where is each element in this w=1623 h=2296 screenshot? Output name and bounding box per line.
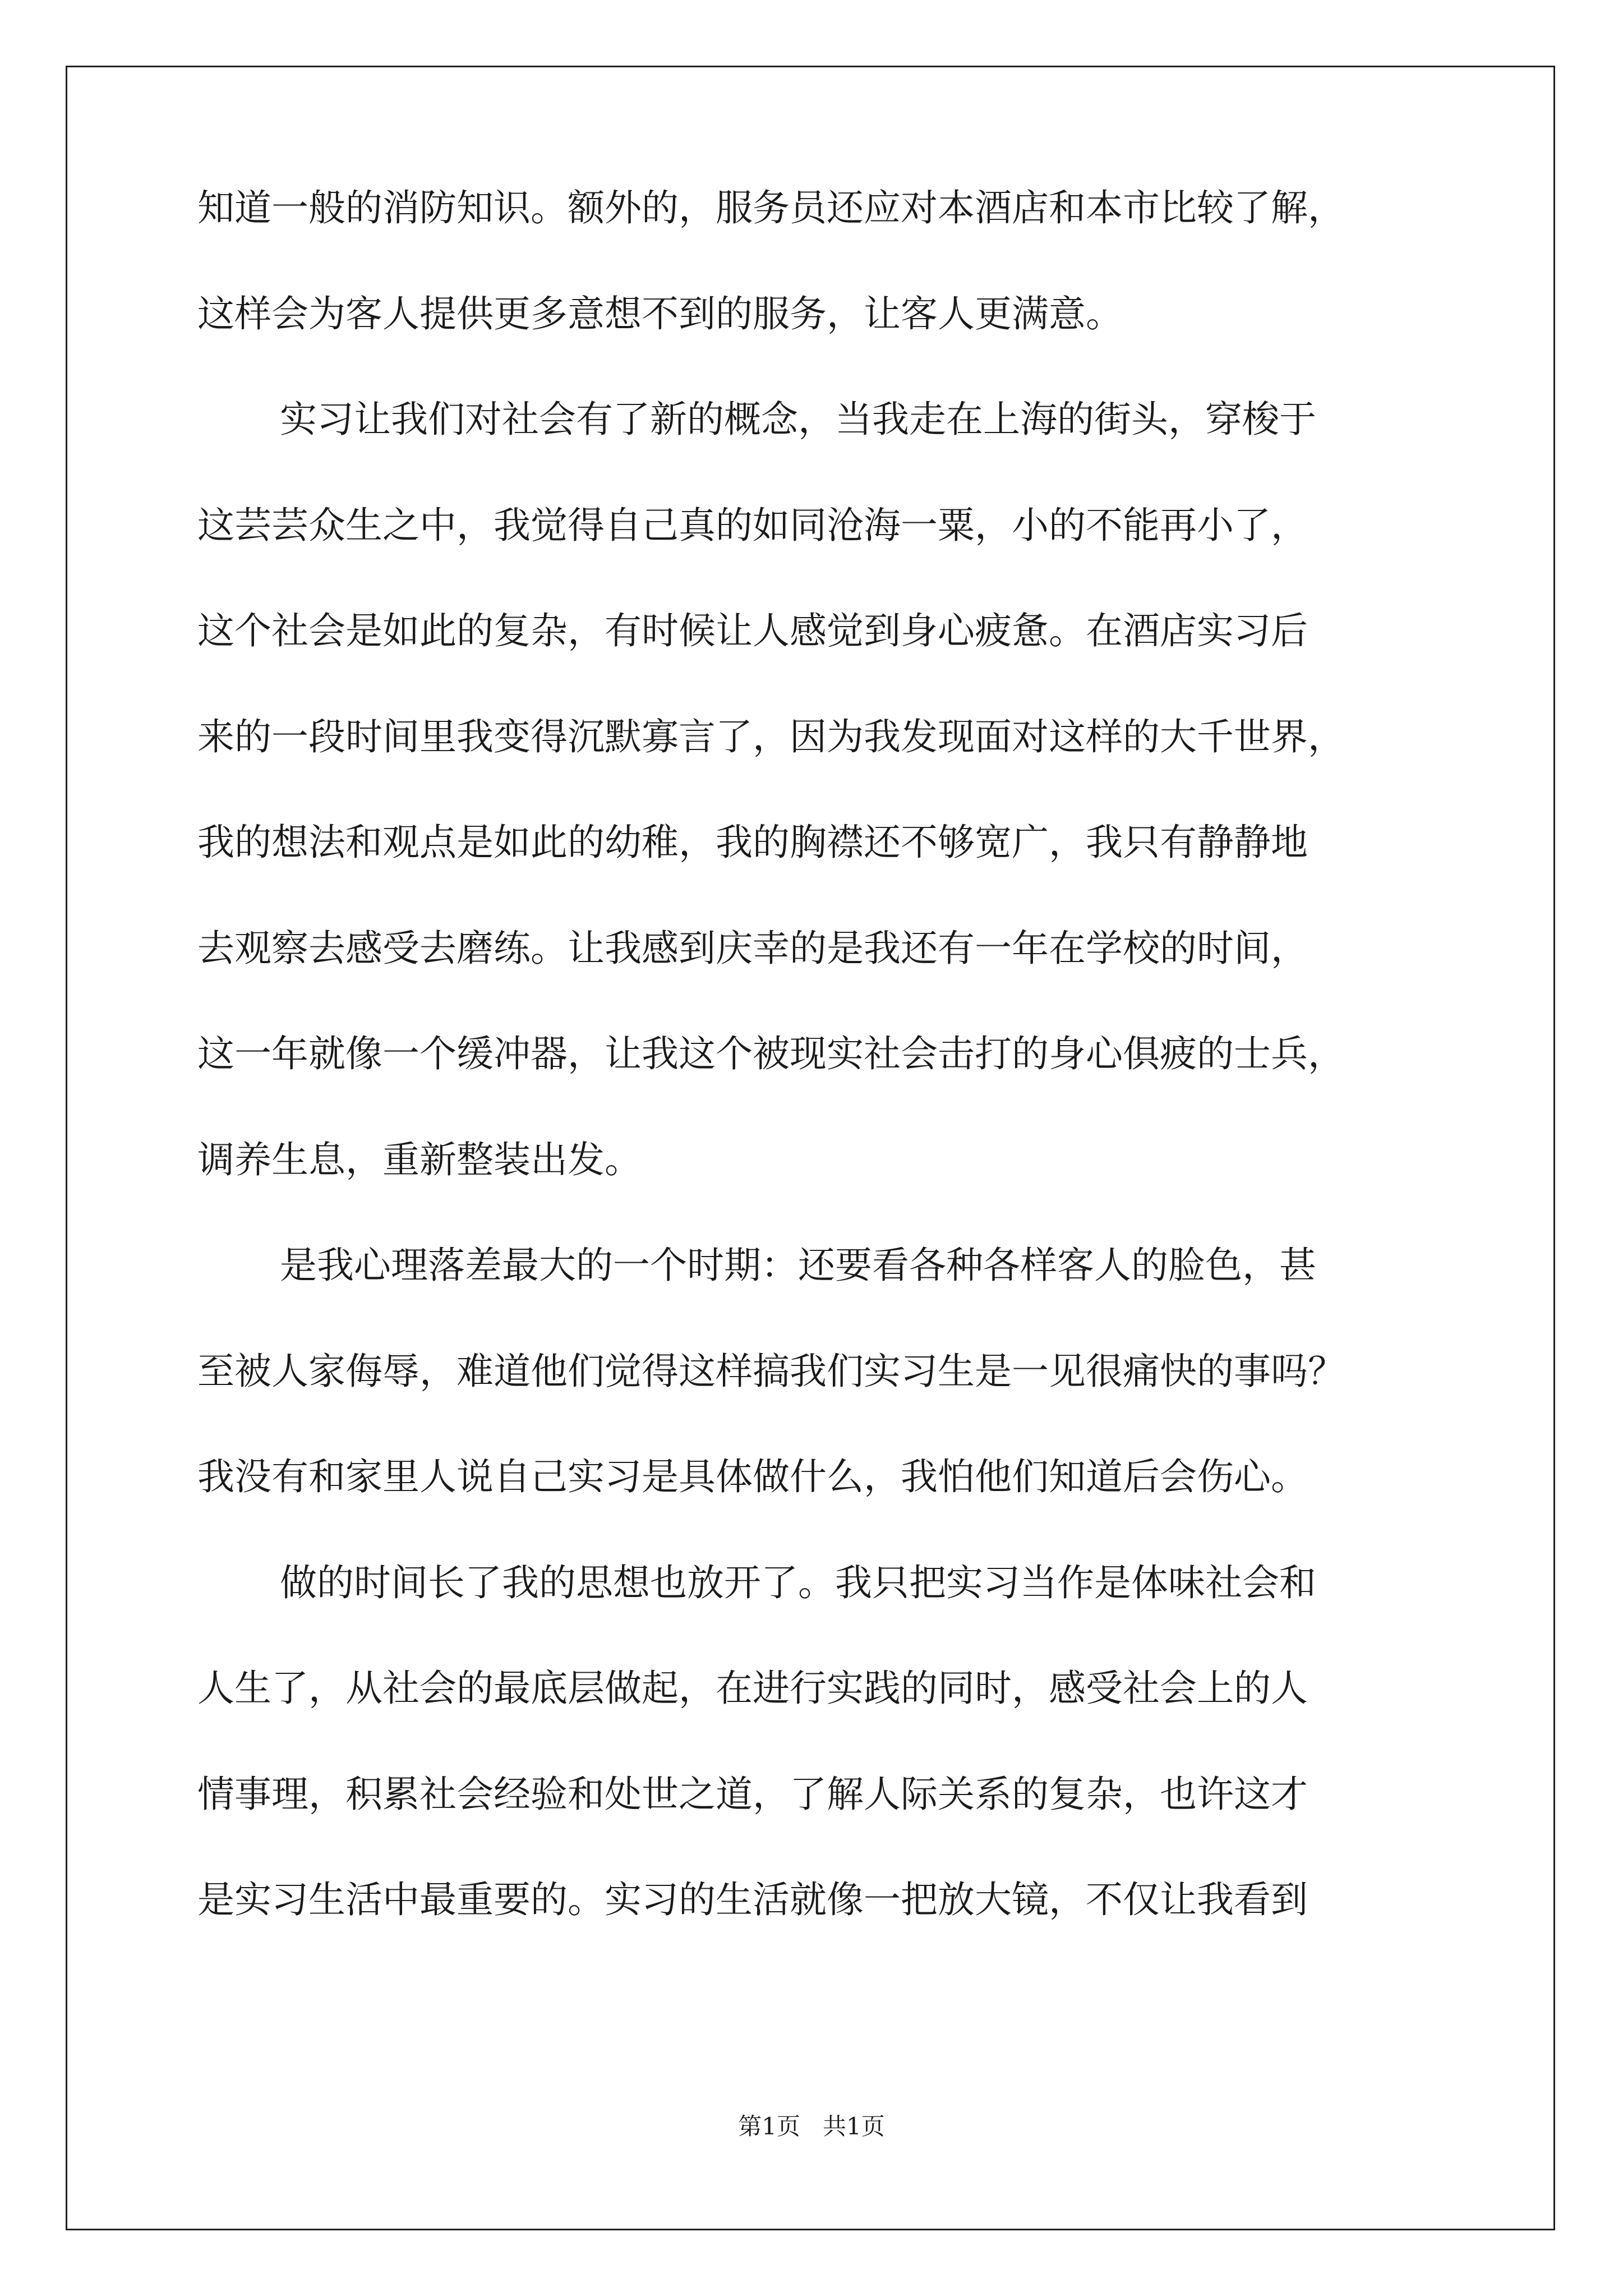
text-line: 我的想法和观点是如此的幼稚，我的胸襟还不够宽广，我只有静静地 — [197, 821, 1308, 864]
text-line: 人生了，从社会的最底层做起，在进行实践的同时，感受社会上的人 — [197, 1667, 1308, 1710]
text-line: 是我心理落差最大的一个时期：还要看各种各样客人的脸色，甚 — [280, 1244, 1316, 1287]
text-line: 调养生息，重新整装出发。 — [197, 1138, 642, 1181]
text-line: 做的时间长了我的思想也放开了。我只把实习当作是体味社会和 — [280, 1561, 1316, 1604]
text-line: 这一年就像一个缓冲器，让我这个被现实社会击打的身心俱疲的士兵， — [197, 1032, 1345, 1075]
text-line: 来的一段时间里我变得沉默寡言了，因为我发现面对这样的大千世界， — [197, 715, 1345, 758]
text-line: 至被人家侮辱，难道他们觉得这样搞我们实习生是一见很痛快的事吗？ — [197, 1349, 1345, 1393]
text-line: 我没有和家里人说自己实习是具体做什么，我怕他们知道后会伤心。 — [197, 1455, 1308, 1498]
text-line: 是实习生活中最重要的。实习的生活就像一把放大镜，不仅让我看到 — [197, 1878, 1308, 1921]
page-footer: 第1页 共1页 — [738, 2113, 885, 2140]
text-line: 这芸芸众生之中，我觉得自己真的如同沧海一粟，小的不能再小了， — [197, 503, 1308, 547]
text-line: 去观察去感受去磨练。让我感到庆幸的是我还有一年在学校的时间， — [197, 926, 1308, 970]
text-line: 情事理，积累社会经验和处世之道，了解人际关系的复杂，也许这才 — [197, 1772, 1308, 1816]
text-line: 实习让我们对社会有了新的概念，当我走在上海的街头，穿梭于 — [280, 398, 1316, 441]
text-line: 这样会为客人提供更多意想不到的服务，让客人更满意。 — [197, 292, 1123, 335]
text-line: 这个社会是如此的复杂，有时候让人感觉到身心疲惫。在酒店实习后 — [197, 609, 1308, 652]
text-line: 知道一般的消防知识。额外的，服务员还应对本酒店和本市比较了解， — [197, 186, 1345, 229]
